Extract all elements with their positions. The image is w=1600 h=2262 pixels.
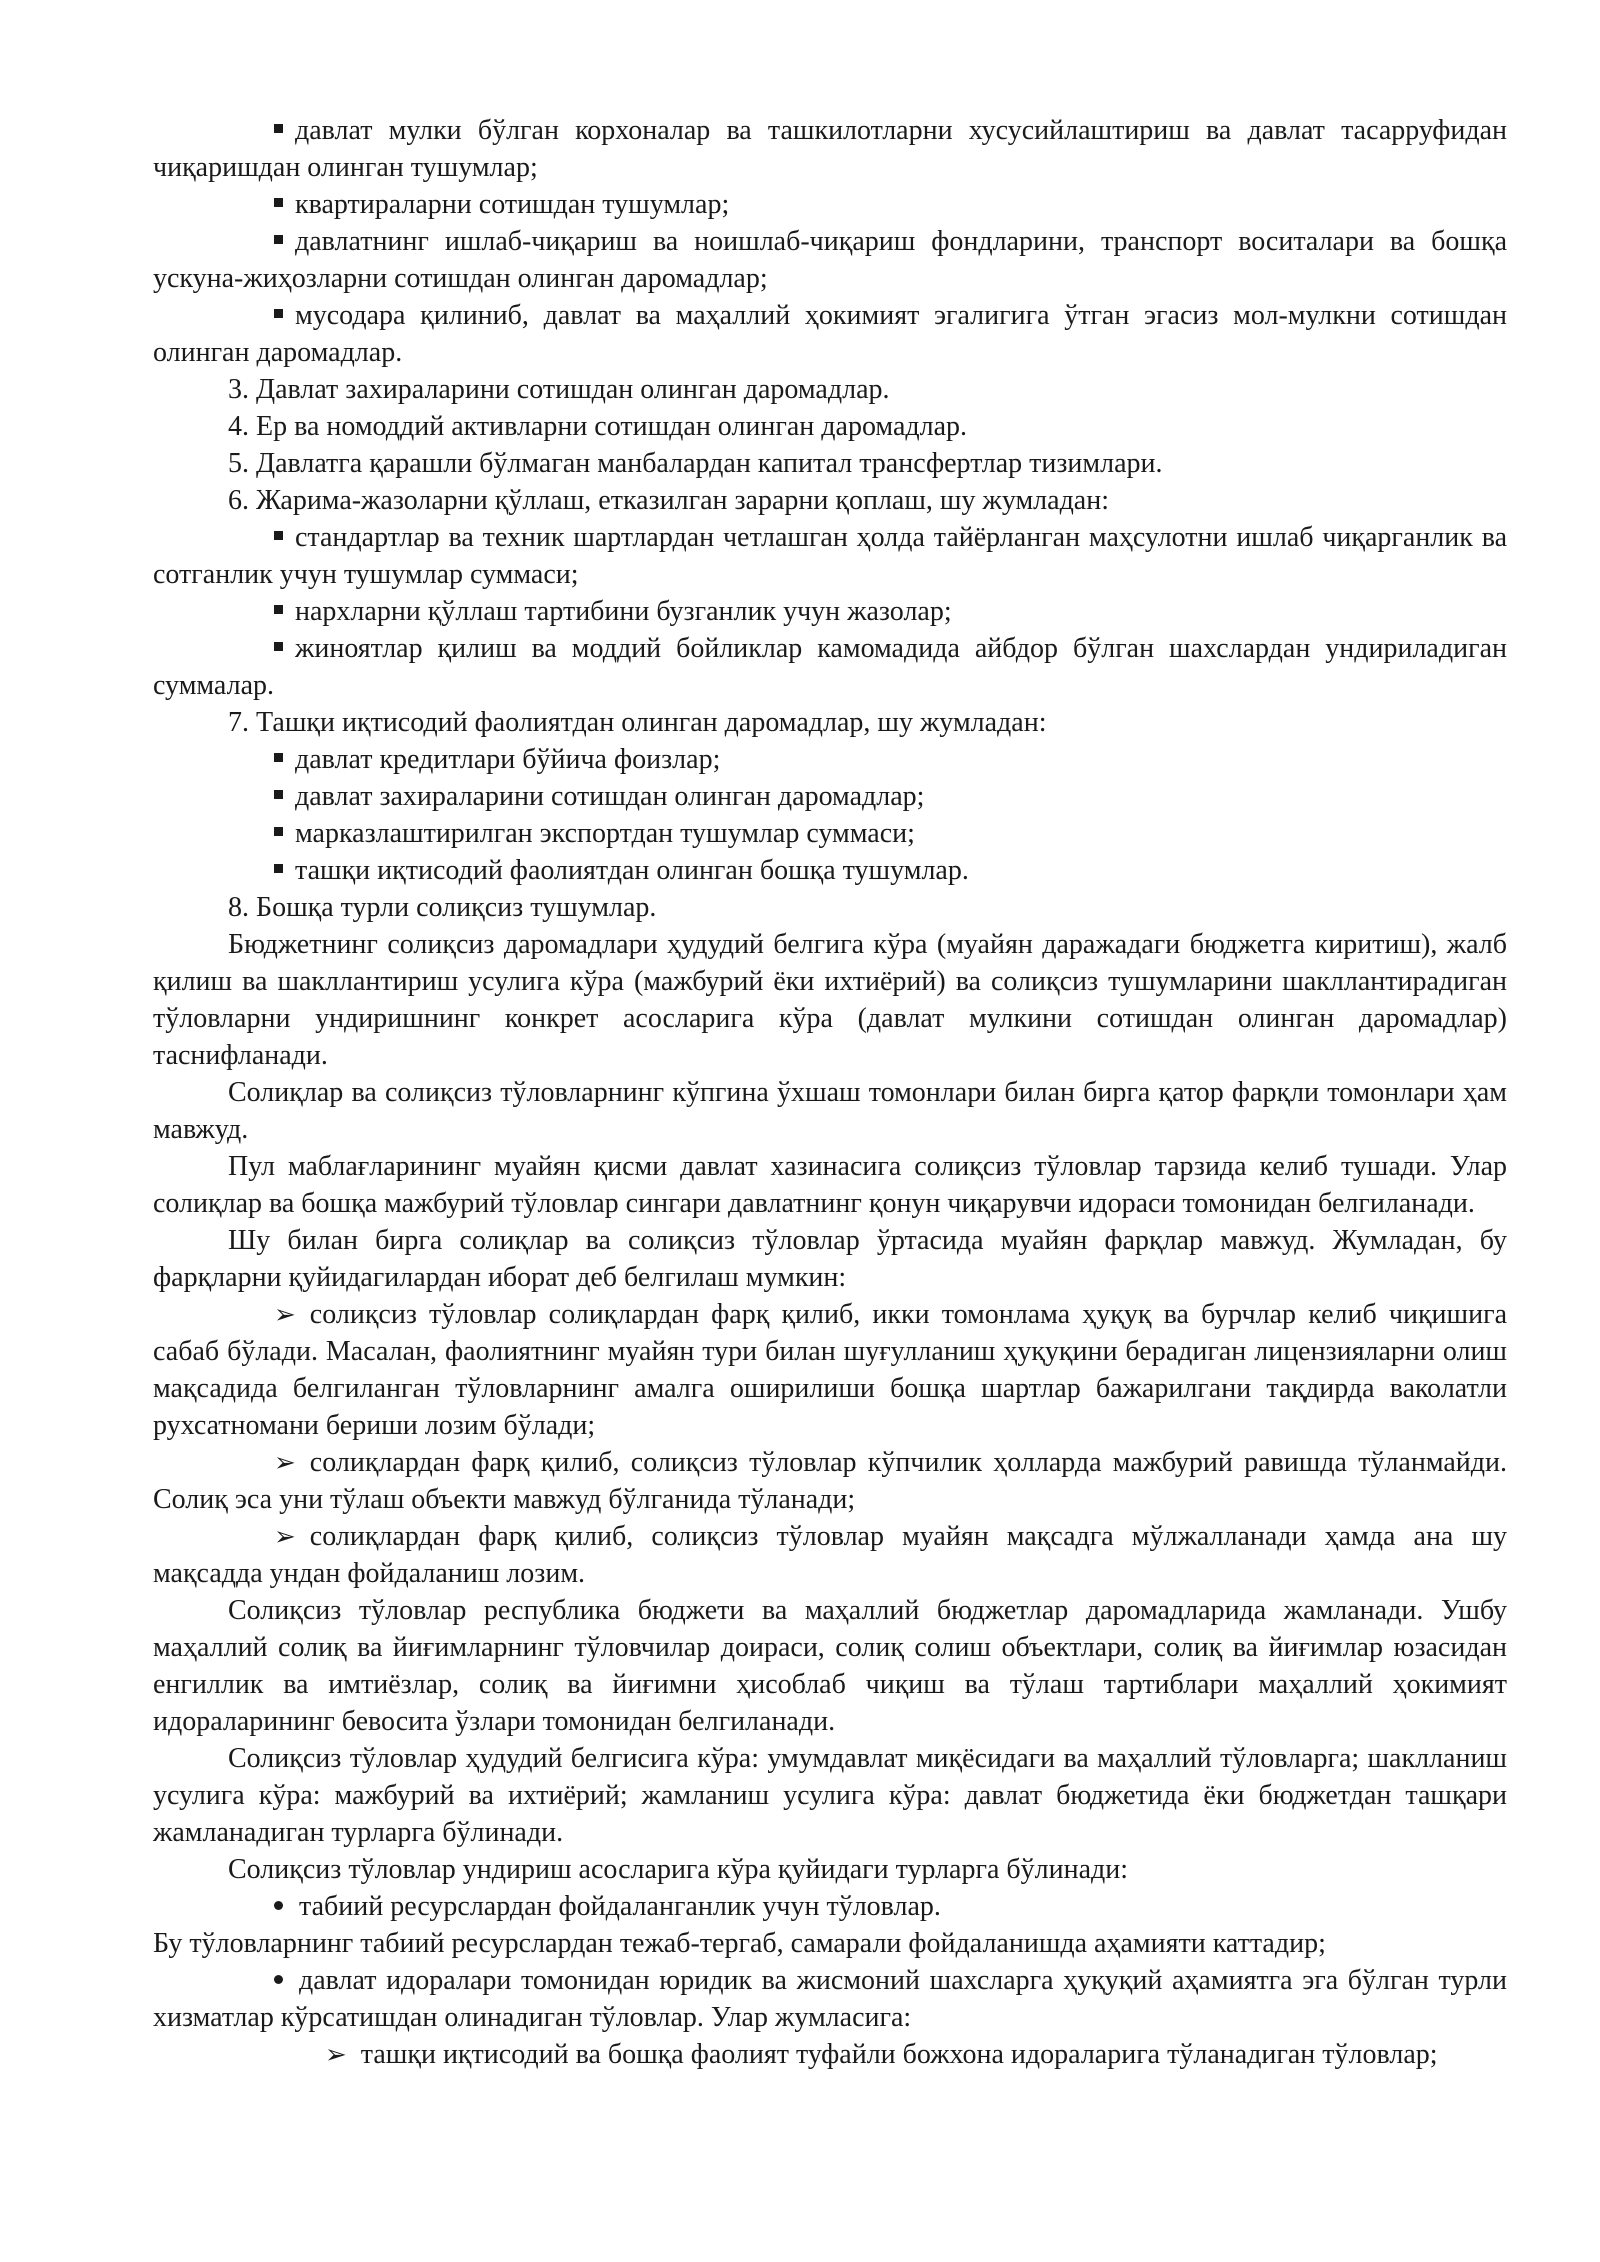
paragraph: Шу билан бирга солиқлар ва солиқсиз тўловлар ўртасида муайян фарқлар мавжуд. Жумладан, бу фарқларни қуйидагилардан иборат деб белгилаш мумкин: [153, 1225, 1507, 1293]
square-bullet-icon [274, 790, 283, 799]
list-item [153, 778, 1507, 815]
paragraph: Пул маблағларининг муайян қисми давлат хазинасига солиқсиз тўловлар тарзида келиб тушади. Улар солиқлар ва бошқа мажбурий тўловлар сингари давлатнинг қонун чиқарувчи идораси томонидан белгиланади. [153, 1151, 1507, 1219]
square-bullet-icon [274, 124, 283, 133]
numbered-item: 5. Давлатга қарашли бўлмаган манбалардан капитал трансфертлар тизимлари. [228, 448, 1163, 479]
list-item-text: солиқлардан фарқ қилиб, солиқсиз тўловлар муайян мақсадга мўлжалланади ҳамда ана шу мақсадда ундан фойдаланиш лозим. [153, 1521, 1507, 1589]
numbered-item: 7. Ташқи иқтисодий фаолиятдан олинган даромадлар, шу жумладан: [228, 707, 1047, 738]
arrow-list-item [153, 1518, 1507, 1592]
arrow-bullet-icon: ➢ [274, 1448, 296, 1477]
numbered-item: 4. Ер ва номоддий активларни сотишдан олинган даромадлар. [228, 411, 968, 442]
list-item-text: мусодара қилиниб, давлат ва маҳаллий ҳокимият эгалигига ўтган эгасиз мол-мулкни сотишдан олинган даромадлар. [153, 300, 1507, 368]
square-bullet-icon [274, 753, 283, 762]
list-item-text: табиий ресурслардан фойдаланганлик учун тўловлар. [299, 1891, 941, 1922]
square-bullet-icon [274, 235, 283, 244]
list-item-text: давлат идоралари томонидан юридик ва жисмоний шахсларга ҳуқуқий аҳамиятга эга бўлган турли хизматлар кўрсатишдан олинадиган тўловлар. Улар жумласига: [153, 1965, 1507, 2033]
arrow-bullet-icon: ➢ [325, 2040, 347, 2069]
list-item-text: марказлаштирилган экспортдан тушумлар суммаси; [295, 818, 915, 849]
list-item [153, 223, 1507, 297]
square-bullet-icon [274, 864, 283, 873]
square-bullet-icon [274, 531, 283, 540]
list-item [153, 815, 1507, 852]
list-item-text: давлат мулки бўлган корхоналар ва ташкилотларни хусусийлаштириш ва давлат тасарруфидан чиқаришдан олинган тушумлар; [153, 115, 1507, 183]
arrow-bullet-icon: ➢ [274, 1522, 296, 1551]
list-item-text: нархларни қўллаш тартибини бузганлик учун жазолар; [295, 596, 952, 627]
list-item [153, 519, 1507, 593]
dot-bullet-icon [274, 1901, 283, 1910]
list-item-text: давлатнинг ишлаб-чиқариш ва ноишлаб-чиқариш фондларини, транспорт воситалари ва бошқа ускуна-жиҳозларни сотишдан олинган даромадлар; [153, 226, 1507, 294]
list-item [153, 593, 1507, 630]
list-item [153, 297, 1507, 371]
square-bullet-icon [274, 642, 283, 651]
paragraph: Солиқсиз тўловлар ундириш асосларига кўра қуйидаги турларга бўлинади: [228, 1854, 1129, 1885]
arrow-list-item [153, 1296, 1507, 1444]
list-item-text: давлат кредитлари бўйича фоизлар; [295, 744, 721, 775]
paragraph: Бюджетнинг солиқсиз даромадлари ҳудудий белгига кўра (муайян даражадаги бюджетга киритиш), жалб қилиш ва шакллантириш усулига кўра (мажбурий ёки ихтиёрий) ва солиқсиз тушумларини шакллантирадиган тўловларни ундиришнинг конкрет асосларига кўра (давлат мулкини сотишдан олинган даромадлар) таснифланади. [153, 929, 1507, 1071]
dot-bullet-icon [274, 1975, 283, 1984]
list-item-text: жиноятлар қилиш ва моддий бойликлар камомадида айбдор бўлган шахслардан ундириладиган суммалар. [153, 633, 1507, 701]
numbered-item: 6. Жарима-жазоларни қўллаш, етказилган зарарни қоплаш, шу жумладан: [228, 485, 1110, 516]
numbered-item: 8. Бошқа турли солиқсиз тушумлар. [228, 892, 657, 923]
list-item [153, 852, 1507, 889]
numbered-item: 3. Давлат захираларини сотишдан олинган даромадлар. [228, 374, 890, 405]
dot-list-item [153, 1888, 1507, 1925]
document-page [153, 112, 1507, 2073]
list-item [153, 186, 1507, 223]
square-bullet-icon [274, 309, 283, 318]
list-item-text: солиқсиз тўловлар солиқлардан фарқ қилиб, икки томонлама ҳуқуқ ва бурчлар келиб чиқишига сабаб бўлади. Масалан, фаолиятнинг муайян тури билан шуғулланиш ҳуқуқини берадиган лицензияларни олиш мақсадида белгиланган тўловларнинг амалга оширилиши бошқа шартлар бажарилгани тақдирда ваколатли рухсатномани бериши лозим бўлади; [153, 1299, 1507, 1441]
square-bullet-icon [274, 827, 283, 836]
list-item-text: давлат захираларини сотишдан олинган даромадлар; [295, 781, 925, 812]
arrow-bullet-icon: ➢ [274, 1300, 296, 1329]
paragraph: Бу тўловларнинг табиий ресурслардан тежаб-тергаб, самарали фойдаланишда аҳамияти каттадир; [153, 1928, 1326, 1959]
arrow-list-item [153, 1444, 1507, 1518]
dot-list-item [153, 1962, 1507, 2036]
list-item [153, 741, 1507, 778]
list-item-text: ташқи иқтисодий фаолиятдан олинган бошқа тушумлар. [295, 855, 969, 886]
list-item-text: солиқлардан фарқ қилиб, солиқсиз тўловлар кўпчилик ҳолларда мажбурий равишда тўланмайди. Солиқ эса уни тўлаш объекти мавжуд бўлганида тўланади; [153, 1447, 1507, 1515]
list-item-text: квартираларни сотишдан тушумлар; [295, 189, 730, 220]
arrow-list-item [153, 2036, 1507, 2073]
paragraph: Солиқлар ва солиқсиз тўловларнинг кўпгина ўхшаш томонлари билан бирга қатор фарқли томонлари ҳам мавжуд. [153, 1077, 1507, 1145]
square-bullet-icon [274, 605, 283, 614]
paragraph: Солиқсиз тўловлар республика бюджети ва маҳаллий бюджетлар даромадларида жамланади. Ушбу маҳаллий солиқ ва йиғимларнинг тўловчилар доираси, солиқ солиш объектлари, солиқ ва йиғимлар юзасидан енгиллик ва имтиёзлар, солиқ ва йиғимни ҳисоблаб чиқиш ва тўлаш тартиблари маҳаллий ҳокимият идораларининг бевосита ўзлари томонидан белгиланади. [153, 1595, 1507, 1737]
list-item-text: ташқи иқтисодий ва бошқа фаолият туфайли божхона идораларига тўланадиган тўловлар; [360, 2039, 1438, 2070]
list-item [153, 112, 1507, 186]
list-item [153, 630, 1507, 704]
square-bullet-icon [274, 198, 283, 207]
paragraph: Солиқсиз тўловлар ҳудудий белгисига кўра: умумдавлат миқёсидаги ва маҳаллий тўловларга; шаклланиш усулига кўра: мажбурий ва ихтиёрий; жамланиш усулига кўра: давлат бюджетида ёки бюджетдан ташқари жамланадиган турларга бўлинади. [153, 1743, 1507, 1848]
list-item-text: стандартлар ва техник шартлардан четлашган ҳолда тайёрланган маҳсулотни ишлаб чиқарганлик ва сотганлик учун тушумлар суммаси; [153, 522, 1507, 590]
